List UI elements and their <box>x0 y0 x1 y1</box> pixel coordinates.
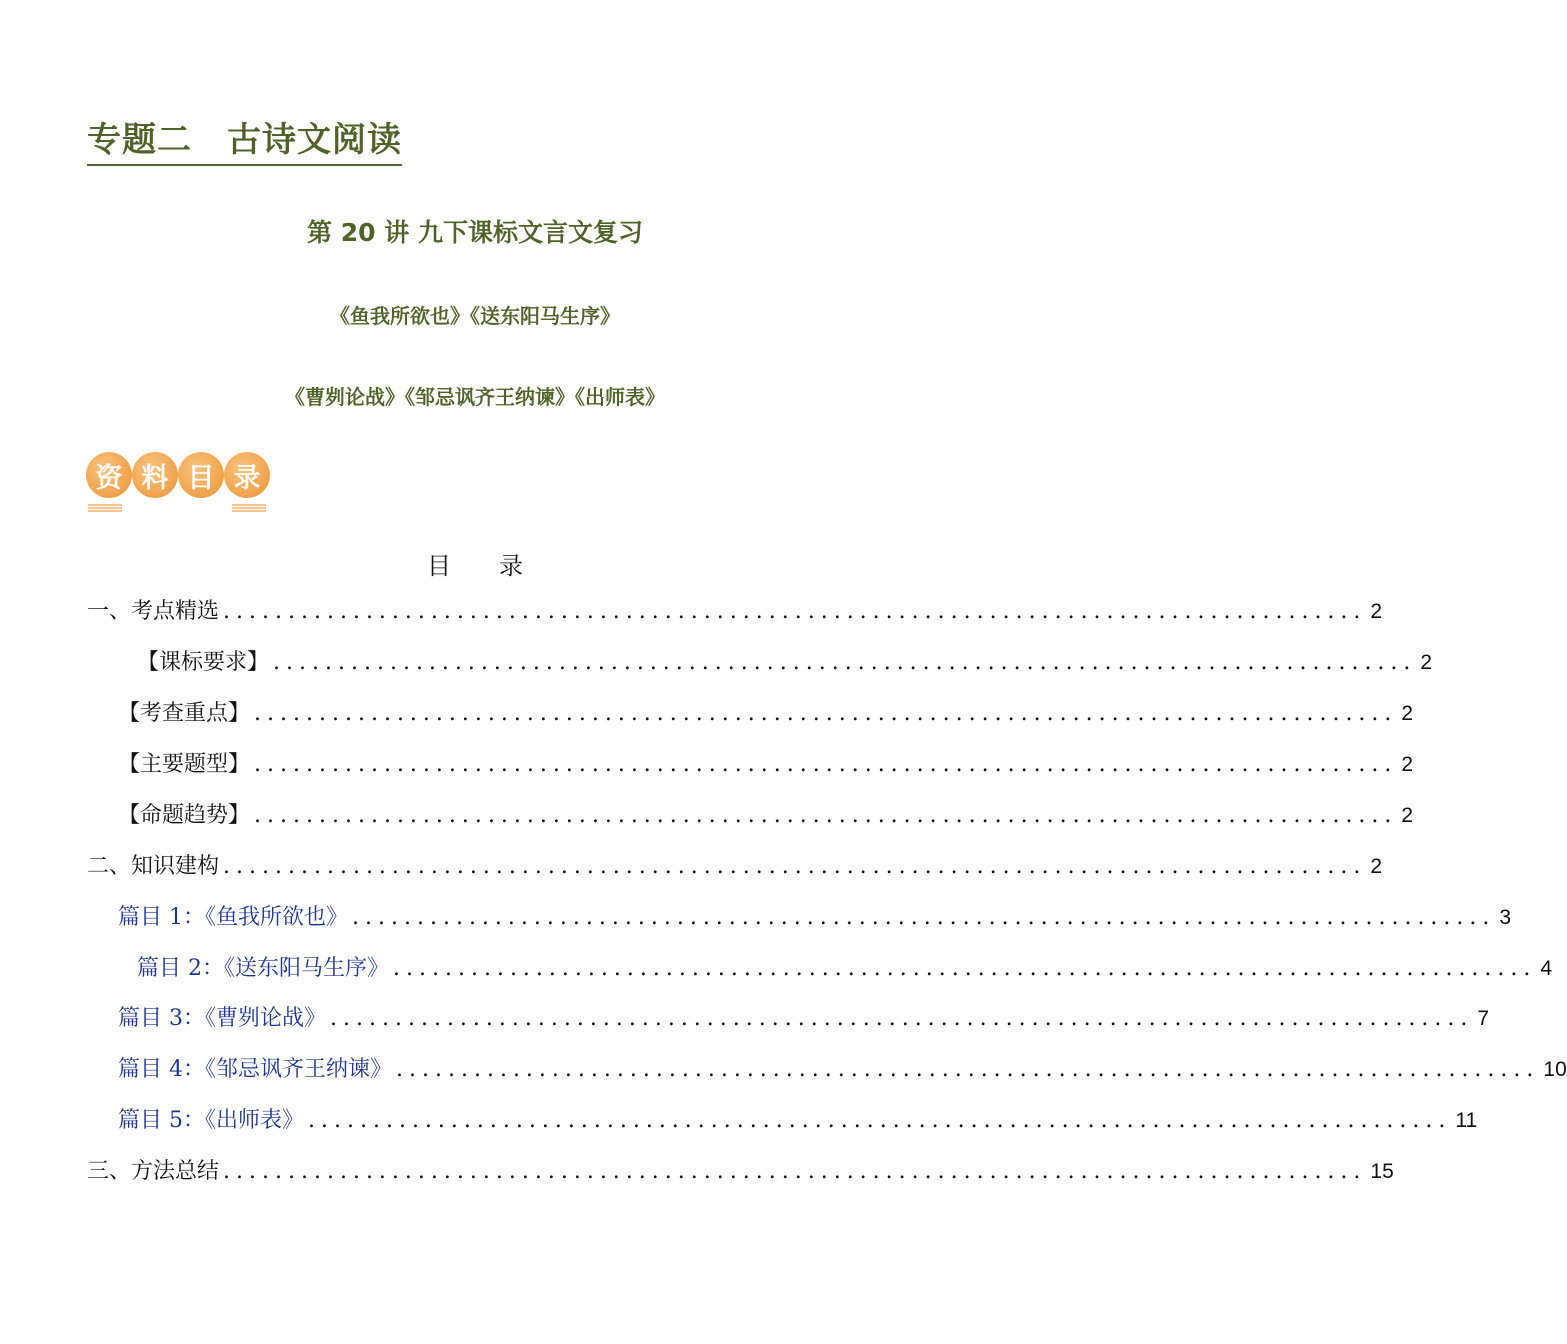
toc-leader-dots: ........................................................................................ <box>352 905 1496 930</box>
toc-entry-label: 篇目 5：《出师表》 <box>118 1108 304 1133</box>
toc-entry-page: 2 <box>1401 804 1414 827</box>
toc-entry-page: 2 <box>1420 651 1433 674</box>
toc-entry-article-2[interactable] <box>137 954 1553 984</box>
toc-leader-dots: ........................................................................................ <box>308 1108 1452 1133</box>
toc-entry-label: 【课标要求】 <box>137 650 270 675</box>
badge-char-4: 录 <box>224 452 270 498</box>
badge-char-1: 资 <box>86 452 132 498</box>
toc-entry-label: 三、方法总结 <box>87 1159 220 1184</box>
toc-title: 目 录 <box>427 552 523 580</box>
toc-entry-label: 篇目 2：《送东阳马生序》 <box>137 956 389 981</box>
badge-underline-decoration <box>86 504 276 512</box>
toc-entry-article-3[interactable] <box>118 1004 1490 1034</box>
toc-leader-dots: ........................................................................................ <box>223 1159 1367 1184</box>
toc-entry-curriculum-requirements[interactable] <box>137 648 1433 678</box>
toc-leader-dots: ........................................................................................ <box>393 956 1537 981</box>
toc-entry-page: 11 <box>1455 1109 1478 1132</box>
toc-entry-page: 2 <box>1370 600 1383 623</box>
toc-entry-method-summary[interactable] <box>87 1157 1394 1187</box>
toc-leader-dots: ........................................................................................ <box>254 701 1398 726</box>
toc-entry-knowledge-construction[interactable] <box>87 852 1383 882</box>
toc-entry-page: 2 <box>1370 855 1383 878</box>
toc-entry-page: 4 <box>1540 957 1553 980</box>
toc-leader-dots: ........................................................................................ <box>396 1057 1540 1082</box>
toc-entry-page: 15 <box>1370 1160 1394 1183</box>
toc-entry-label: 篇目 1：《鱼我所欲也》 <box>118 905 348 930</box>
toc-entry-label: 篇目 3：《曹刿论战》 <box>118 1006 326 1031</box>
toc-entry-article-4[interactable] <box>118 1055 1567 1085</box>
toc-leader-dots: ........................................................................................ <box>330 1006 1474 1031</box>
toc-leader-dots: ........................................................................................ <box>254 752 1398 777</box>
toc-entry-exam-points[interactable] <box>87 597 1383 627</box>
toc-entry-article-1[interactable] <box>118 903 1512 933</box>
toc-leader-dots: ........................................................................................ <box>223 854 1367 879</box>
toc-entry-page: 10 <box>1543 1058 1567 1081</box>
topic-title: 专题二 古诗文阅读 <box>87 118 402 166</box>
toc-entry-label: 篇目 4：《邹忌讽齐王纳谏》 <box>118 1057 392 1082</box>
toc-entry-trends[interactable] <box>118 801 1414 831</box>
lecture-title: 第 20 讲 九下课标文言文复习 <box>307 218 643 247</box>
toc-entry-label: 【主要题型】 <box>118 752 251 777</box>
toc-leader-dots: ........................................................................................ <box>223 599 1367 624</box>
toc-entry-page: 2 <box>1401 702 1414 725</box>
toc-leader-dots: ........................................................................................ <box>254 803 1398 828</box>
works-line-2: 《曹刿论战》《邹忌讽齐王纳谏》《出师表》 <box>285 385 665 409</box>
materials-contents-badge <box>86 448 276 514</box>
toc-entry-label: 【考查重点】 <box>118 701 251 726</box>
toc-entry-label: 二、知识建构 <box>87 854 220 879</box>
badge-char-2: 料 <box>132 452 178 498</box>
toc-entry-article-5[interactable] <box>118 1106 1478 1136</box>
badge-char-3: 目 <box>178 452 224 498</box>
toc-entry-page: 3 <box>1499 906 1512 929</box>
toc-entry-label: 【命题趋势】 <box>118 803 251 828</box>
toc-entry-exam-focus[interactable] <box>118 699 1414 729</box>
toc-leader-dots: ........................................................................................ <box>273 650 1417 675</box>
toc-entry-label: 一、考点精选 <box>87 599 220 624</box>
works-line-1: 《鱼我所欲也》《送东阳马生序》 <box>330 304 620 328</box>
toc-entry-page: 2 <box>1401 753 1414 776</box>
toc-entry-page: 7 <box>1477 1007 1490 1030</box>
toc-entry-question-types[interactable] <box>118 750 1414 780</box>
